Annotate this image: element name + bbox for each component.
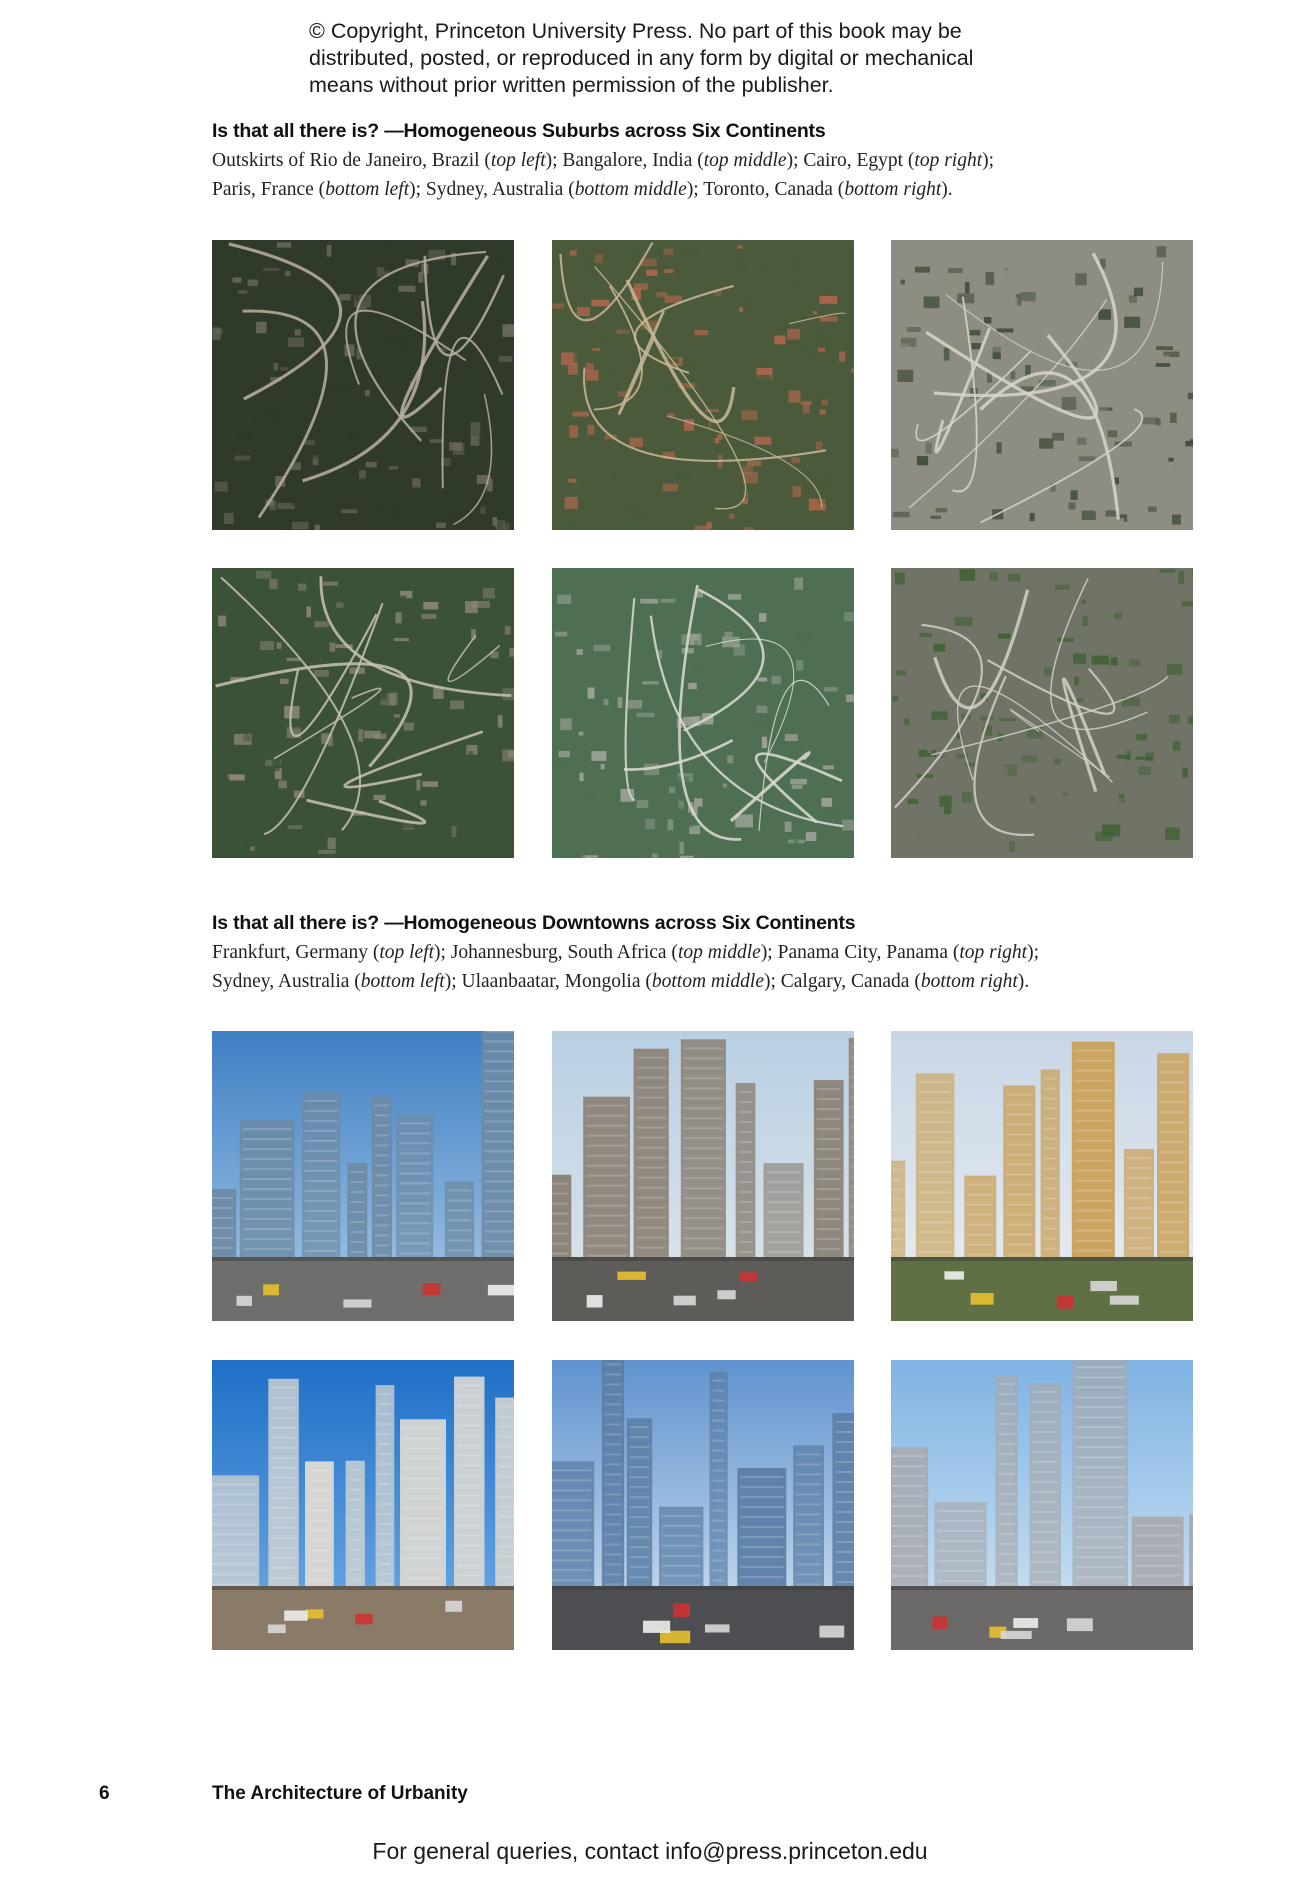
aerial-photo xyxy=(552,568,854,858)
suburbs-title: Is that all there is? —Homogeneous Suburbs across Six Continents xyxy=(212,120,826,142)
skyline-photo xyxy=(552,1031,854,1321)
skyline-photo xyxy=(552,1360,854,1650)
aerial-photo xyxy=(891,240,1193,530)
page-number: 6 xyxy=(99,1783,110,1804)
caption-line: Paris, France (bottom left); Sydney, Australia (bottom middle); Toronto, Canada (bottom right). xyxy=(212,179,953,200)
skyline-photo xyxy=(212,1360,514,1650)
photo-toronto xyxy=(891,568,1193,858)
caption-line: Outskirts of Rio de Janeiro, Brazil (top left); Bangalore, India (top middle); Cairo, Egypt (top right); xyxy=(212,150,995,171)
aerial-photo xyxy=(212,240,514,530)
photo-sydney-suburb xyxy=(552,568,854,858)
caption-line: Frankfurt, Germany (top left); Johannesburg, South Africa (top middle); Panama City, Panama (top right); xyxy=(212,942,1040,963)
copyright-line: distributed, posted, or reproduced in any form by digital or mechanical xyxy=(309,46,974,70)
photo-sydney-downtown xyxy=(212,1360,514,1650)
photo-paris xyxy=(212,568,514,858)
copyright-notice xyxy=(309,18,1009,99)
photo-calgary xyxy=(891,1360,1193,1650)
photo-cairo xyxy=(891,240,1193,530)
aerial-photo xyxy=(891,568,1193,858)
photo-panama-city xyxy=(891,1031,1193,1321)
general-queries-contact: For general queries, contact info@press.princeton.edu xyxy=(372,1838,928,1864)
copyright-line: means without prior written permission of the publisher. xyxy=(309,73,834,97)
skyline-photo xyxy=(891,1031,1193,1321)
skyline-photo xyxy=(891,1360,1193,1650)
photo-frankfurt xyxy=(212,1031,514,1321)
aerial-photo xyxy=(212,568,514,858)
photo-rio-de-janeiro xyxy=(212,240,514,530)
book-title: The Architecture of Urbanity xyxy=(212,1783,468,1804)
suburbs-caption xyxy=(212,146,1192,204)
copyright-line: © Copyright, Princeton University Press. No part of this book may be xyxy=(309,19,962,43)
aerial-photo xyxy=(552,240,854,530)
skyline-photo xyxy=(212,1031,514,1321)
photo-bangalore xyxy=(552,240,854,530)
downtowns-title: Is that all there is? —Homogeneous Downtowns across Six Continents xyxy=(212,912,856,934)
downtowns-caption xyxy=(212,938,1192,996)
photo-ulaanbaatar xyxy=(552,1360,854,1650)
caption-line: Sydney, Australia (bottom left); Ulaanbaatar, Mongolia (bottom middle); Calgary, Canada (bottom right). xyxy=(212,971,1030,992)
photo-johannesburg xyxy=(552,1031,854,1321)
